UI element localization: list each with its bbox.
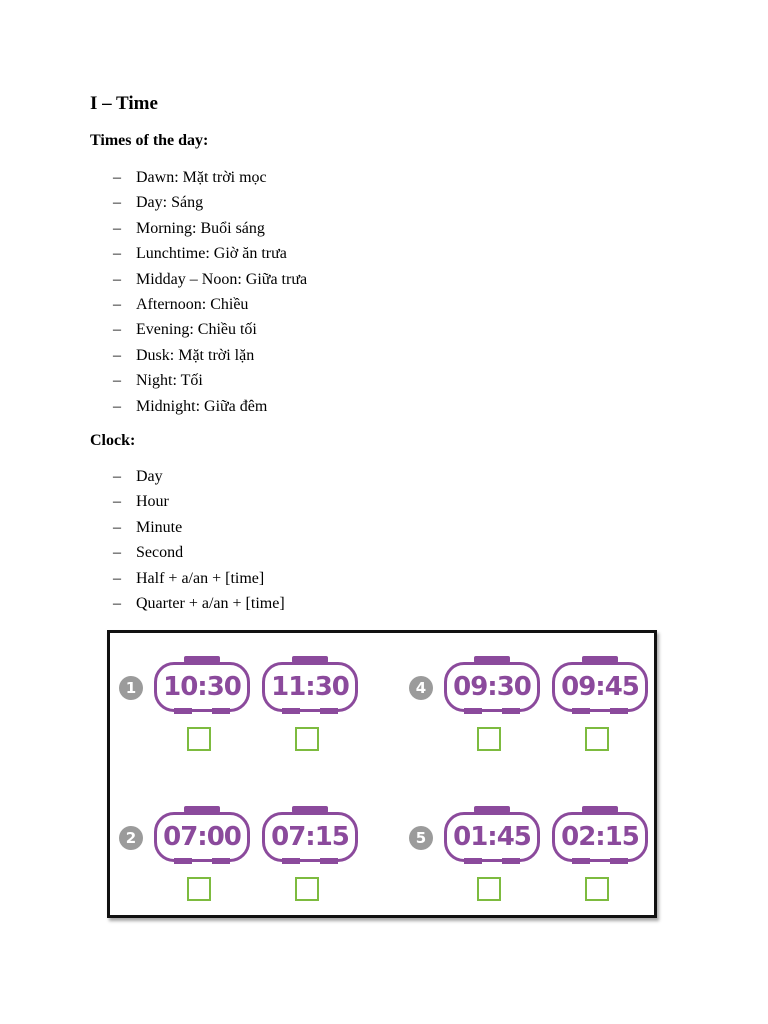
dash-bullet: – [113, 169, 121, 186]
time-of-day-item-text: Midnight: Giữa đêm [136, 397, 268, 415]
clock-term-item-text: Minute [136, 518, 183, 536]
digital-clock-icon [154, 656, 250, 718]
digital-clock-icon [552, 656, 648, 718]
dash-bullet: – [113, 245, 121, 263]
answer-checkbox[interactable] [295, 727, 319, 751]
clock-time: 10:30 [154, 662, 250, 712]
dash-bullet: – [113, 518, 121, 536]
time-of-day-item [113, 292, 307, 317]
answer-checkbox[interactable] [477, 877, 501, 901]
clock-foot [320, 708, 338, 714]
times-of-day-title: Times of the day: [90, 132, 209, 149]
answer-checkbox[interactable] [585, 877, 609, 901]
question-number: 4 [409, 676, 433, 700]
clock-term-item [113, 515, 285, 540]
time-of-day-item-text: Night: Tối [136, 372, 203, 390]
time-of-day-item [113, 165, 307, 190]
time-of-day-item [113, 317, 307, 342]
dash-bullet: – [113, 569, 121, 587]
clock-time: 01:45 [444, 812, 540, 862]
clock-foot [320, 858, 338, 864]
dash-bullet: – [113, 346, 121, 364]
digital-clock-icon [262, 806, 358, 868]
clock-foot [464, 708, 482, 714]
time-of-day-item [113, 394, 307, 419]
clock-foot [610, 858, 628, 864]
answer-checkbox[interactable] [187, 727, 211, 751]
clock-foot [212, 708, 230, 714]
time-of-day-item-text: Afternoon: Chiều [136, 295, 249, 313]
time-of-day-item-text: Evening: Chiều tối [136, 321, 257, 339]
digital-clock-icon [552, 806, 648, 868]
time-of-day-item-text: Dawn: Mặt trời mọc [136, 169, 267, 186]
clock-foot [572, 858, 590, 864]
clock-foot [464, 858, 482, 864]
clock-title: Clock: [90, 432, 136, 449]
clock-foot [610, 708, 628, 714]
clock-term-item [113, 464, 285, 489]
clock-term-item [113, 566, 285, 591]
time-of-day-item-text: Lunchtime: Giờ ăn trưa [136, 245, 287, 263]
dash-bullet: – [113, 219, 121, 237]
dash-bullet: – [113, 594, 121, 612]
clock-foot [572, 708, 590, 714]
question-number: 2 [119, 826, 143, 850]
time-of-day-item [113, 190, 307, 215]
clock-foot [174, 858, 192, 864]
clock-term-item [113, 591, 285, 616]
time-of-day-item-text: Day: Sáng [136, 194, 204, 212]
section-heading: I – Time [90, 93, 158, 114]
time-of-day-item-text: Midday – Noon: Giữa trưa [136, 270, 308, 288]
clock-time: 09:30 [444, 662, 540, 712]
times-of-day-list [113, 165, 307, 419]
answer-checkbox[interactable] [295, 877, 319, 901]
answer-checkbox[interactable] [187, 877, 211, 901]
dash-bullet: – [113, 468, 121, 485]
answer-checkbox[interactable] [477, 727, 501, 751]
clock-time: 09:45 [552, 662, 648, 712]
dash-bullet: – [113, 295, 121, 313]
dash-bullet: – [113, 194, 121, 212]
time-of-day-item [113, 216, 307, 241]
time-of-day-item [113, 241, 307, 266]
clock-time: 02:15 [552, 812, 648, 862]
clock-foot [282, 708, 300, 714]
question-number: 5 [409, 826, 433, 850]
time-of-day-item [113, 343, 307, 368]
digital-clock-icon [262, 656, 358, 718]
time-of-day-item-text: Morning: Buổi sáng [136, 219, 265, 237]
digital-clock-icon [444, 656, 540, 718]
clock-term-item [113, 489, 285, 514]
clock-time: 07:15 [262, 812, 358, 862]
clock-term-item-text: Day [136, 468, 163, 485]
clock-term-item-text: Half + a/an + [time] [136, 569, 265, 587]
dash-bullet: – [113, 493, 121, 511]
clock-foot [502, 858, 520, 864]
digital-clock-icon [154, 806, 250, 868]
clock-exercise-panel [107, 630, 657, 918]
clock-foot [502, 708, 520, 714]
dash-bullet: – [113, 270, 121, 288]
time-of-day-item-text: Dusk: Mặt trời lặn [136, 346, 255, 364]
clock-term-item-text: Second [136, 544, 184, 562]
clock-term-item-text: Quarter + a/an + [time] [136, 594, 285, 612]
clock-foot [212, 858, 230, 864]
digital-clock-icon [444, 806, 540, 868]
question-number: 1 [119, 676, 143, 700]
dash-bullet: – [113, 544, 121, 562]
dash-bullet: – [113, 321, 121, 339]
clock-list [113, 464, 285, 616]
clock-foot [282, 858, 300, 864]
time-of-day-item [113, 267, 307, 292]
clock-term-item-text: Hour [136, 493, 169, 511]
clock-time: 07:00 [154, 812, 250, 862]
dash-bullet: – [113, 397, 121, 415]
clock-time: 11:30 [262, 662, 358, 712]
answer-checkbox[interactable] [585, 727, 609, 751]
clock-term-item [113, 540, 285, 565]
dash-bullet: – [113, 372, 121, 390]
clock-foot [174, 708, 192, 714]
time-of-day-item [113, 368, 307, 393]
